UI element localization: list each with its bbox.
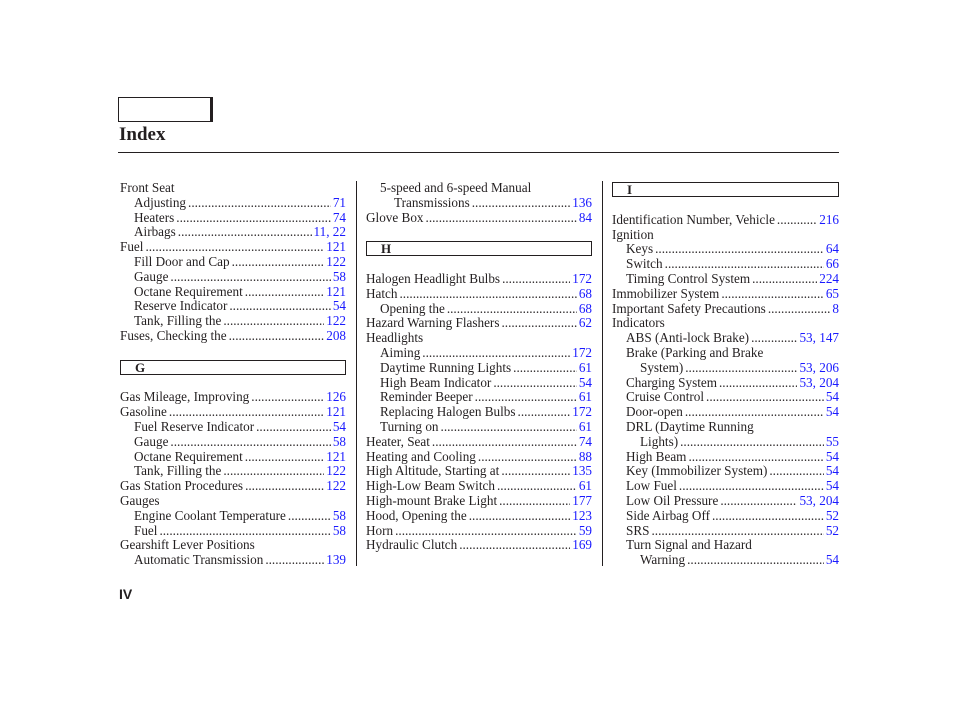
dot-leader [441, 420, 577, 435]
dot-leader [223, 464, 324, 479]
entry-label: Engine Coolant Temperature [134, 508, 286, 523]
dot-leader [432, 435, 577, 450]
index-entry [120, 420, 346, 435]
page-reference-link[interactable]: 71 [332, 195, 346, 210]
entry-label: Hatch [366, 286, 398, 301]
index-entry [366, 346, 592, 361]
entry-label: Brake (Parking and Brake [626, 345, 764, 360]
index-entry [120, 225, 346, 240]
index-entry [366, 450, 592, 465]
index-entry [612, 302, 839, 317]
index-entry [120, 538, 346, 553]
index-entry [612, 420, 839, 435]
entry-label: Transmissions [394, 195, 470, 210]
index-entry [612, 479, 839, 494]
page-reference-link[interactable]: 139 [326, 553, 346, 568]
entry-label: Indicators [612, 316, 665, 331]
page-reference-link[interactable]: 53, 206 [799, 360, 839, 375]
entry-label: Timing Control System [626, 271, 751, 286]
dot-leader [513, 361, 577, 376]
page-reference-link[interactable]: 61 [578, 390, 592, 405]
spacer [366, 257, 592, 272]
entry-label: Hydraulic Clutch [366, 538, 458, 553]
entry-label: Keys [626, 242, 654, 257]
dot-leader [501, 316, 576, 331]
page-reference-link[interactable]: 122 [326, 254, 346, 269]
entry-label: Lights) [640, 434, 679, 449]
page-reference-link[interactable]: 58 [332, 523, 346, 538]
index-column-3 [612, 181, 839, 568]
entry-label: High Altitude, Starting at [366, 464, 500, 479]
page-reference-link[interactable]: 65 [825, 286, 839, 301]
letter-heading: I [612, 182, 839, 197]
entry-label: Hood, Opening the [366, 508, 467, 523]
page-reference-link[interactable]: 54 [825, 553, 839, 568]
index-column-2 [366, 181, 592, 553]
spacer [120, 376, 346, 391]
dot-leader [232, 255, 325, 270]
entry-label: Heating and Cooling [366, 449, 476, 464]
dot-leader [769, 464, 823, 479]
index-entry [366, 181, 592, 196]
page-reference-link[interactable]: 58 [332, 269, 346, 284]
entry-label: Gauges [120, 493, 160, 508]
entry-label: Identification Number, Vehicle [612, 212, 775, 227]
dot-leader [145, 240, 324, 255]
dot-leader [518, 405, 571, 420]
index-entry [612, 287, 839, 302]
index-entry [612, 272, 839, 287]
index-column-1 [120, 181, 346, 568]
entry-label: System) [640, 360, 684, 375]
index-entry [366, 287, 592, 302]
index-entry [366, 361, 592, 376]
entry-label: Gauge [134, 434, 169, 449]
dot-leader [176, 211, 331, 226]
page-reference-link[interactable]: 208 [326, 328, 346, 343]
column-divider-1 [356, 181, 357, 566]
index-entry [120, 524, 346, 539]
index-entry [366, 302, 592, 317]
entry-label: Fill Door and Cap [134, 254, 230, 269]
dot-leader [478, 450, 577, 465]
page-reference-link[interactable]: 53, 204 [799, 493, 839, 508]
entry-label: Heater, Seat [366, 434, 430, 449]
index-entry [366, 316, 592, 331]
dot-leader [229, 329, 325, 344]
page-reference-link[interactable]: 55 [825, 434, 839, 449]
entry-label: Cruise Control [626, 390, 705, 405]
entry-label: Side Airbag Off [626, 508, 710, 523]
page-reference-link[interactable]: 172 [572, 345, 592, 360]
entry-label: High-mount Brake Light [366, 493, 498, 508]
spacer [120, 344, 346, 359]
index-entry [612, 390, 839, 405]
index-entry [120, 494, 346, 509]
entry-label: Horn [366, 523, 394, 538]
page-reference-link[interactable]: 54 [825, 479, 839, 494]
entry-label: Tank, Filling the [134, 464, 222, 479]
index-entry [120, 240, 346, 255]
entry-label: Daytime Running Lights [380, 360, 512, 375]
index-entry [120, 285, 346, 300]
entry-label: Warning [640, 553, 686, 568]
entry-label: Gasoline [120, 405, 167, 420]
dot-leader [170, 270, 330, 285]
index-entry [120, 211, 346, 226]
index-entry [120, 435, 346, 450]
page-reference-link[interactable]: 121 [326, 449, 346, 464]
page-number: IV [119, 586, 133, 602]
dot-leader [459, 538, 570, 553]
page-reference-link[interactable]: 84 [578, 210, 592, 225]
entry-label: SRS [626, 523, 650, 538]
dot-leader [712, 509, 824, 524]
index-entry [612, 213, 839, 228]
entry-label: Fuel [120, 240, 144, 255]
index-entry [120, 464, 346, 479]
index-entry [120, 255, 346, 270]
page-reference-link[interactable]: 68 [578, 286, 592, 301]
index-entry [366, 196, 592, 211]
dot-leader [170, 435, 330, 450]
dot-leader [706, 390, 824, 405]
page-reference-link[interactable]: 122 [326, 479, 346, 494]
index-entry [366, 538, 592, 553]
page-reference-link[interactable]: 53, 147 [799, 331, 839, 346]
page-reference-link[interactable]: 59 [578, 523, 592, 538]
dot-leader [159, 524, 330, 539]
entry-label: Octane Requirement [134, 449, 243, 464]
index-entry [612, 331, 839, 346]
index-entry [366, 435, 592, 450]
entry-label: Adjusting [134, 195, 187, 210]
page-reference-link[interactable]: 121 [326, 284, 346, 299]
entry-label: Key (Immobilizer System) [626, 464, 768, 479]
entry-label: Door-open [626, 405, 683, 420]
index-entry [120, 329, 346, 344]
index-entry [120, 405, 346, 420]
page-reference-link[interactable]: 54 [825, 390, 839, 405]
index-entry [612, 435, 839, 450]
dot-leader [223, 314, 324, 329]
dot-leader [245, 450, 324, 465]
page-reference-link[interactable]: 121 [326, 240, 346, 255]
entry-label: Heaters [134, 210, 175, 225]
page-reference-link[interactable]: 136 [572, 195, 592, 210]
index-entry [366, 524, 592, 539]
index-entry [612, 553, 839, 568]
page-reference-link[interactable]: 172 [572, 271, 592, 286]
entry-label: Charging System [626, 375, 717, 390]
spacer [366, 225, 592, 240]
dot-leader [685, 405, 824, 420]
page-reference-link[interactable]: 216 [819, 212, 839, 227]
entry-label: Gearshift Lever Positions [120, 538, 255, 553]
dot-leader [493, 376, 576, 391]
entry-label: Switch [626, 257, 663, 272]
entry-label: Reserve Indicator [134, 299, 228, 314]
entry-label: Turn Signal and Hazard [626, 538, 752, 553]
page-reference-link[interactable]: 74 [332, 210, 346, 225]
entry-label: Fuel Reserve Indicator [134, 419, 255, 434]
dot-leader [178, 225, 312, 240]
index-entry [366, 494, 592, 509]
dot-leader [395, 524, 577, 539]
dot-leader [751, 331, 797, 346]
section-tab-box [118, 97, 211, 122]
page-reference-link[interactable]: 224 [819, 271, 839, 286]
page-reference-link[interactable]: 54 [332, 419, 346, 434]
index-entry [366, 464, 592, 479]
entry-label: Glove Box [366, 210, 424, 225]
index-entry [612, 257, 839, 272]
page-reference-link[interactable]: 64 [825, 242, 839, 257]
page-reference-link[interactable]: 54 [825, 464, 839, 479]
dot-leader [245, 479, 324, 494]
entry-label: Gas Station Procedures [120, 479, 244, 494]
dot-leader [665, 257, 824, 272]
dot-leader [475, 390, 577, 405]
entry-label: Airbags [134, 225, 176, 240]
entry-label: Fuel [134, 523, 158, 538]
dot-leader [502, 272, 570, 287]
dot-leader [719, 376, 797, 391]
index-entry [366, 479, 592, 494]
entry-label: Opening the [380, 301, 445, 316]
entry-label: Important Safety Precautions [612, 301, 766, 316]
index-entry [612, 509, 839, 524]
page-reference-link[interactable]: 121 [326, 405, 346, 420]
dot-leader [651, 524, 823, 539]
dot-leader [422, 346, 570, 361]
dot-leader [288, 509, 331, 524]
dot-leader [777, 213, 817, 228]
index-entry [366, 272, 592, 287]
dot-leader [688, 450, 823, 465]
index-entry [366, 211, 592, 226]
index-entry [120, 314, 346, 329]
page-reference-link[interactable]: 58 [332, 434, 346, 449]
dot-leader [499, 494, 570, 509]
dot-leader [752, 272, 817, 287]
dot-leader [188, 196, 331, 211]
spacer [612, 198, 839, 213]
page-reference-link[interactable]: 169 [572, 538, 592, 553]
index-entry [120, 553, 346, 568]
entry-label: Aiming [380, 345, 421, 360]
page-reference-link[interactable]: 172 [572, 405, 592, 420]
page-reference-link[interactable]: 123 [572, 508, 592, 523]
page-reference-link[interactable]: 74 [578, 434, 592, 449]
dot-leader [169, 405, 324, 420]
index-entry [612, 376, 839, 391]
entry-label: High Beam [626, 449, 687, 464]
letter-heading: H [366, 241, 592, 256]
index-entry [120, 479, 346, 494]
dot-leader [687, 553, 824, 568]
dot-leader [256, 420, 331, 435]
page-reference-link[interactable]: 11, 22 [313, 225, 346, 240]
dot-leader [768, 302, 831, 317]
page-reference-link[interactable]: 135 [572, 464, 592, 479]
index-entry [612, 405, 839, 420]
entry-label: Ignition [612, 227, 654, 242]
index-entry [366, 331, 592, 346]
page-reference-link[interactable]: 52 [825, 523, 839, 538]
page-reference-link[interactable]: 53, 204 [799, 375, 839, 390]
dot-leader [501, 464, 570, 479]
entry-label: Automatic Transmission [134, 553, 264, 568]
page-title: Index [119, 124, 166, 145]
letter-heading: G [120, 360, 346, 375]
index-entry [120, 181, 346, 196]
entry-label: Gas Mileage, Improving [120, 390, 250, 405]
index-entry [612, 228, 839, 243]
entry-label: DRL (Daytime Running [626, 419, 754, 434]
page-reference-link[interactable]: 61 [578, 479, 592, 494]
index-entry [366, 390, 592, 405]
dot-leader [720, 494, 797, 509]
index-entry [612, 524, 839, 539]
page-reference-link[interactable]: 62 [578, 316, 592, 331]
column-divider-2 [602, 181, 603, 566]
page-reference-link[interactable]: 54 [332, 299, 346, 314]
entry-label: High-Low Beam Switch [366, 479, 495, 494]
page-reference-link[interactable]: 66 [825, 257, 839, 272]
page-reference-link[interactable]: 54 [825, 449, 839, 464]
entry-label: Octane Requirement [134, 284, 243, 299]
page-reference-link[interactable]: 61 [578, 419, 592, 434]
entry-label: Turning on [380, 419, 439, 434]
entry-label: Headlights [366, 331, 424, 346]
index-entry [120, 509, 346, 524]
entry-label: Gauge [134, 269, 169, 284]
entry-label: Immobilizer System [612, 286, 720, 301]
dot-leader [680, 435, 824, 450]
page-reference-link[interactable]: 88 [578, 449, 592, 464]
index-entry [612, 450, 839, 465]
dot-leader [400, 287, 577, 302]
entry-label: Halogen Headlight Bulbs [366, 271, 501, 286]
index-entry [366, 420, 592, 435]
entry-label: High Beam Indicator [380, 375, 492, 390]
dot-leader [469, 509, 570, 524]
index-entry [612, 346, 839, 361]
entry-label: Replacing Halogen Bulbs [380, 405, 516, 420]
page-reference-link[interactable]: 8 [832, 301, 839, 316]
index-entry [612, 538, 839, 553]
dot-leader [721, 287, 823, 302]
dot-leader [265, 553, 324, 568]
page-reference-link[interactable]: 52 [825, 508, 839, 523]
index-entry [120, 196, 346, 211]
page-reference-link[interactable]: 58 [332, 508, 346, 523]
entry-label: Low Oil Pressure [626, 493, 719, 508]
index-entry [120, 299, 346, 314]
dot-leader [229, 299, 330, 314]
dot-leader [655, 242, 824, 257]
dot-leader [472, 196, 570, 211]
entry-label: Hazard Warning Flashers [366, 316, 500, 331]
dot-leader [447, 302, 577, 317]
index-entry [120, 270, 346, 285]
index-entry [120, 390, 346, 405]
entry-label: Low Fuel [626, 479, 677, 494]
page-reference-link[interactable]: 122 [326, 314, 346, 329]
page-reference-link[interactable]: 61 [578, 360, 592, 375]
dot-leader [685, 361, 797, 376]
page-reference-link[interactable]: 68 [578, 301, 592, 316]
header-rule [118, 152, 839, 153]
dot-leader [497, 479, 577, 494]
entry-label: Reminder Beeper [380, 390, 473, 405]
index-entry [366, 376, 592, 391]
dot-leader [679, 479, 824, 494]
index-entry [120, 450, 346, 465]
page-reference-link[interactable]: 54 [825, 405, 839, 420]
entry-label: Front Seat [120, 181, 175, 195]
index-entry [612, 361, 839, 376]
dot-leader [251, 390, 324, 405]
dot-leader [245, 285, 324, 300]
entry-label: ABS (Anti-lock Brake) [626, 331, 750, 346]
index-entry [366, 405, 592, 420]
entry-label: Fuses, Checking the [120, 328, 227, 343]
index-entry [612, 242, 839, 257]
index-entry [366, 509, 592, 524]
index-entry [612, 316, 839, 331]
page-reference-link[interactable]: 54 [578, 375, 592, 390]
page-reference-link[interactable]: 177 [572, 493, 592, 508]
page-reference-link[interactable]: 122 [326, 464, 346, 479]
index-entry [612, 494, 839, 509]
page-reference-link[interactable]: 126 [326, 390, 346, 405]
entry-label: 5-speed and 6-speed Manual [380, 181, 532, 195]
dot-leader [426, 211, 577, 226]
index-entry [612, 464, 839, 479]
entry-label: Tank, Filling the [134, 314, 222, 329]
